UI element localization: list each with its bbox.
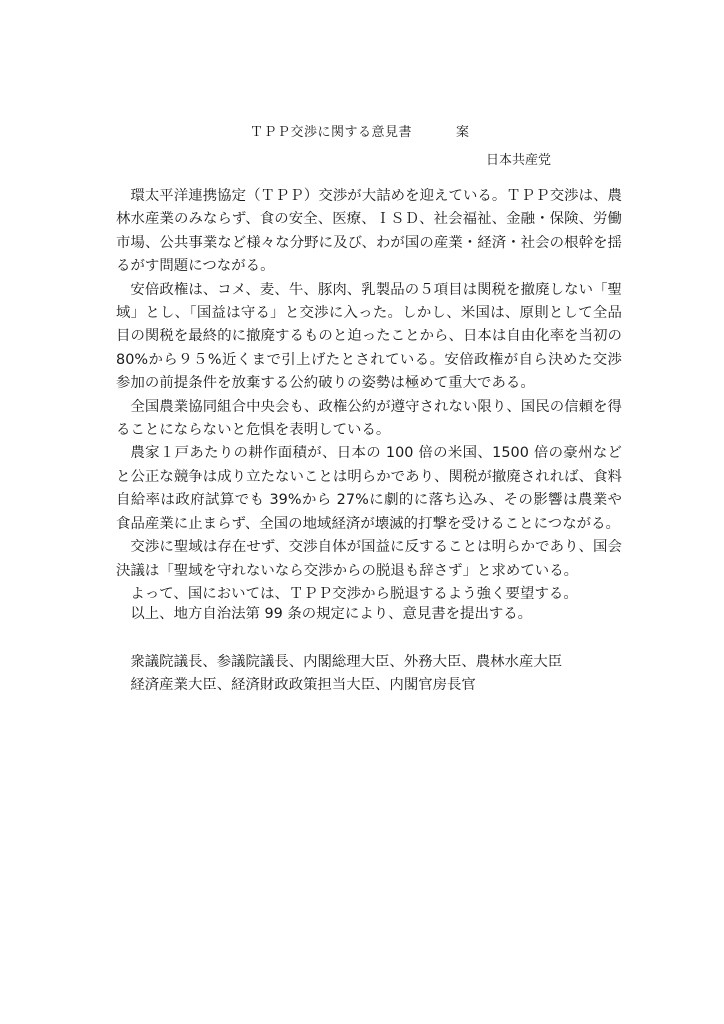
paragraph-farm-impact: 農家１戸あたりの耕作面積が、日本の 100 倍の米国、1500 倍の豪州などと公正な競争は成り立たないことは明らかであり、関税が撤廃されれば、食料自給率は政府試算でも 39%から 27%に劇的に落ち込み、その影響は農業や食品産業に止まらず、全国の地域経済が壊滅的打撃を受けることにつながる。 xyxy=(116,445,622,532)
paragraph-diet-resolution: 交渉に聖域は存在せず、交渉自体が国益に反することは明らかであり、国会決議は「聖域を守れないなら交渉からの脱退も辞さず」と求めている。 xyxy=(116,539,622,579)
author-party: 日本共産党 xyxy=(486,153,552,168)
paragraph-request: よって、国においては、ＴＰＰ交渉から脱退するよう強く要望する。 xyxy=(130,585,578,602)
document-title: ＴＰＰ交渉に関する意見書 xyxy=(250,125,413,140)
paragraph-government-policy: 安倍政権は、コメ、麦、牛、豚肉、乳製品の５項目は関税を撤廃しない「聖域」とし、「国益は守る」と交渉に入った。しかし、米国は、原則として全品目の関税を最終的に撤廃するものと迫ったことから、日本は自由化率を当初の80%から９５%近くまで引上げたとされている。安倍政権が自ら決めた交渉参加の前提条件を放棄する公約破りの姿勢は極めて重大である。 xyxy=(116,281,622,392)
title-row xyxy=(0,121,724,141)
recipients-section xyxy=(116,651,622,698)
paragraph-ja-zenchu: 全国農業協同組合中央会も、政権公約が遵守されない限り、国民の信頼を得ることにならないと危惧を表明している。 xyxy=(116,398,622,439)
draft-mark: 案 xyxy=(456,125,470,140)
recipients-line: 衆議院議長、参議院議長、内閣総理大臣、外務大臣、農林水産大臣 xyxy=(130,654,563,670)
document-body xyxy=(116,185,622,606)
closing-statement: 以上、地方自治法第 99 条の規定により、意見書を提出する。 xyxy=(130,606,533,622)
closing-section xyxy=(116,603,622,626)
paragraph-intro: 環太平洋連携協定（ＴＰＰ）交渉が大詰めを迎えている。ＴＰＰ交渉は、農林水産業のみならず、食の安全、医療、ＩＳＤ、社会福祉、金融・保険、労働市場、公共事業など様々な分野に及び、わが国の産業・経済・社会の根幹を揺るがす問題につながる。 xyxy=(116,188,622,275)
recipients-line: 経済産業大臣、経済財政政策担当大臣、内閣官房長官 xyxy=(130,677,476,694)
